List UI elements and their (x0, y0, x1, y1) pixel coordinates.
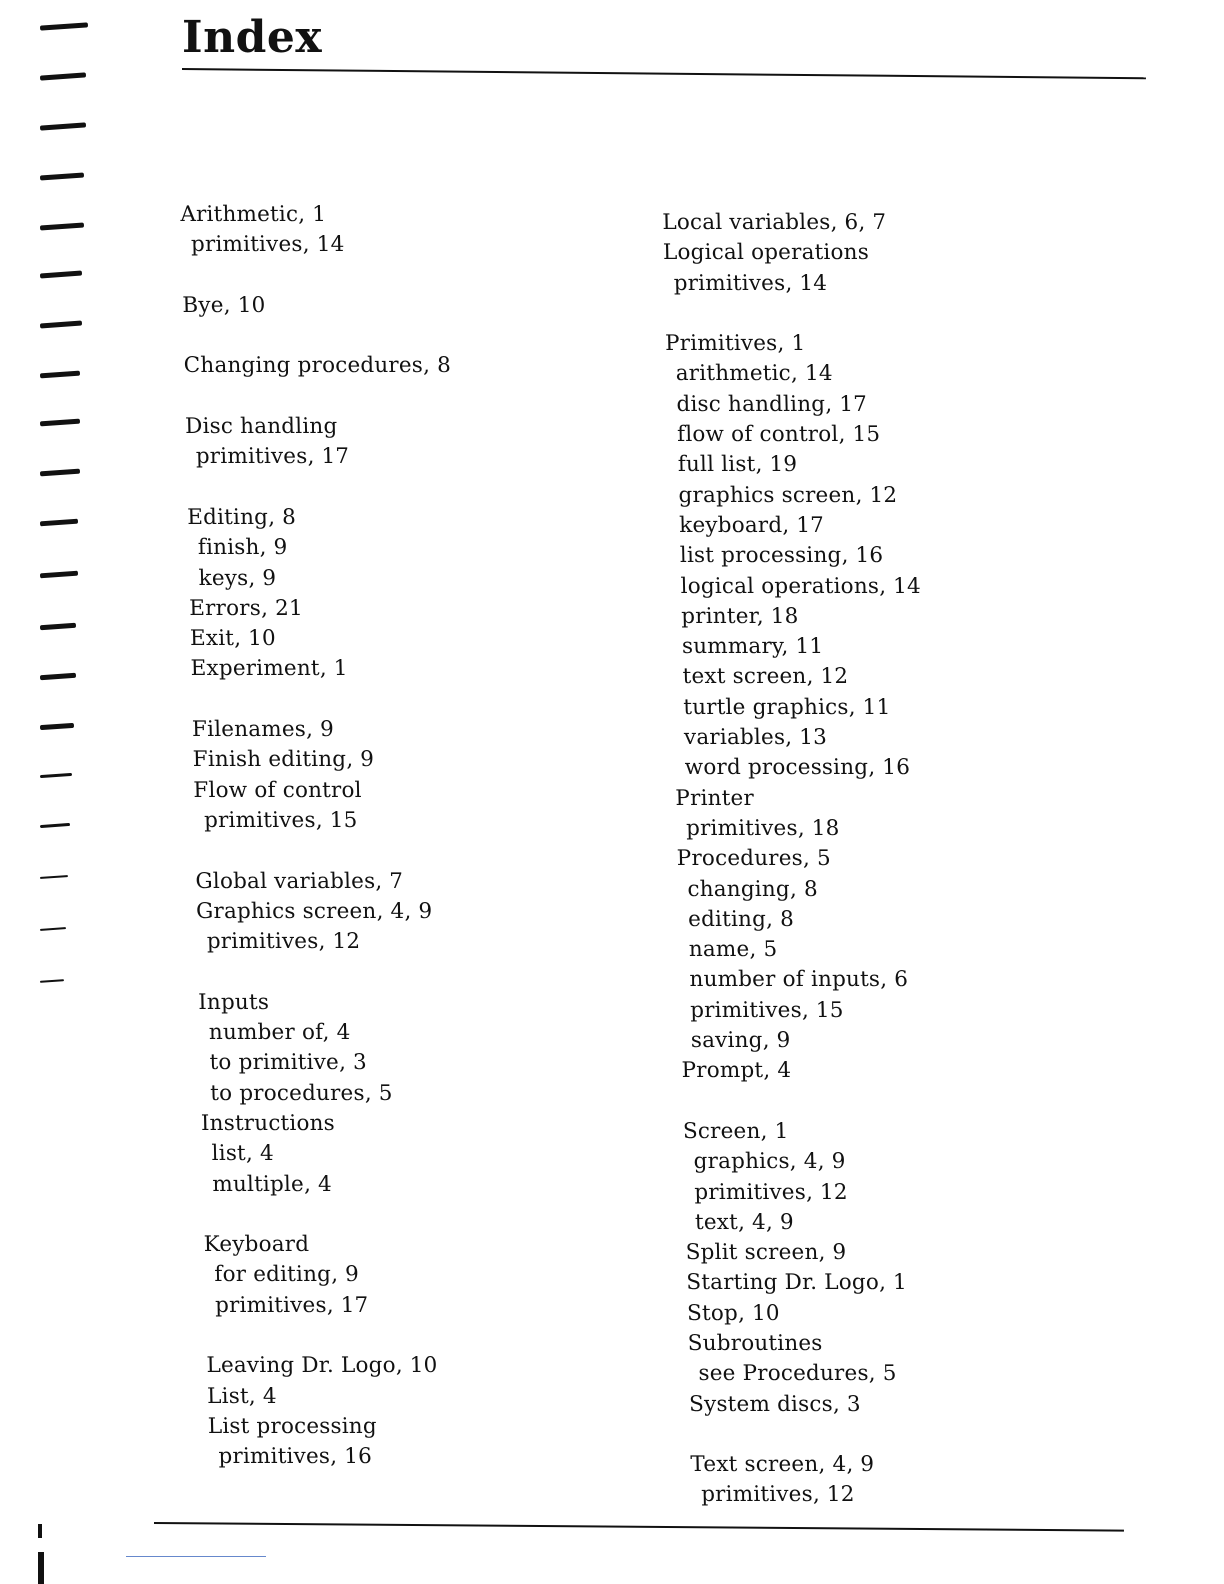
index-subentry: to procedures, 5 (209, 1080, 393, 1106)
index-entry: Editing, 8 (186, 504, 297, 530)
binding-mark (40, 222, 84, 230)
binding-mark (40, 623, 76, 630)
entry-gap (690, 1420, 941, 1450)
binding-mark (40, 22, 88, 30)
index-subentry: list, 4 (211, 1141, 275, 1167)
binding-mark (40, 673, 76, 680)
binding-mark (40, 927, 66, 931)
binding-mark (40, 823, 70, 828)
index-subentry: primitives, 15 (689, 997, 844, 1023)
binding-mark (40, 469, 80, 477)
index-entry: Starting Dr. Logo, 1 (686, 1270, 908, 1296)
index-entry: Changing procedures, 8 (183, 353, 452, 379)
binding-mark (40, 419, 80, 427)
binding-mark (40, 371, 80, 379)
index-subentry: number of inputs, 6 (689, 967, 909, 993)
index-column-right (662, 208, 942, 1511)
index-entry: Local variables, 6, 7 (662, 210, 887, 235)
page-title: Index (182, 12, 323, 63)
binding-mark (40, 875, 68, 879)
entry-gap (191, 685, 459, 715)
entry-gap (194, 836, 462, 866)
index-subentry: keys, 9 (198, 565, 277, 591)
footer-rule (154, 1522, 1124, 1532)
binding-mark (40, 519, 78, 527)
index-entry: Flow of control (193, 777, 362, 803)
index-entry: Procedures, 5 (676, 846, 832, 872)
index-entry: List, 4 (206, 1383, 278, 1409)
index-subentry: to primitive, 3 (209, 1050, 368, 1076)
index-subentry: full list, 19 (677, 452, 798, 478)
index-entry: Stop, 10 (686, 1300, 781, 1326)
entry-gap (186, 473, 454, 503)
index-subentry: arithmetic, 14 (675, 361, 834, 387)
index-subentry: primitives, 18 (685, 815, 840, 841)
entry-gap (184, 382, 452, 412)
entry-gap (203, 1200, 471, 1230)
index-entry: Screen, 1 (682, 1118, 789, 1144)
entry-gap (181, 261, 449, 291)
index-subentry: changing, 8 (687, 876, 819, 902)
binding-mark (40, 979, 64, 983)
binding-mark (40, 72, 86, 80)
spiral-binding-marks (36, 0, 96, 1584)
index-subentry: finish, 9 (197, 535, 288, 561)
index-subentry: primitives, 12 (700, 1482, 855, 1508)
index-subentry: graphics, 4, 9 (693, 1149, 846, 1175)
index-subentry: primitives, 16 (218, 1444, 373, 1470)
index-subentry: primitives, 17 (195, 444, 350, 470)
binding-mark (40, 271, 82, 279)
binding-mark (40, 723, 74, 730)
index-subentry: name, 5 (688, 937, 778, 963)
binding-mark (40, 172, 84, 180)
index-subentry: summary, 11 (681, 634, 824, 660)
index-entry: Global variables, 7 (195, 868, 404, 894)
index-subentry: disc handling, 17 (676, 391, 868, 417)
index-entry: Disc handling (184, 414, 338, 440)
index-subentry: primitives, 12 (694, 1179, 849, 1205)
index-entry: Split screen, 9 (685, 1240, 847, 1266)
index-subentry: text, 4, 9 (694, 1209, 795, 1235)
scan-artifact-mark (38, 1552, 44, 1584)
entry-gap (664, 299, 915, 329)
index-subentry: primitives, 12 (206, 929, 361, 955)
index-subentry: text screen, 12 (682, 664, 849, 690)
index-subentry: variables, 13 (683, 725, 828, 751)
index-entry: Logical operations (662, 240, 870, 266)
index-subentry: graphics screen, 12 (678, 482, 898, 508)
index-entry: Printer (675, 785, 755, 811)
index-entry: Keyboard (203, 1232, 310, 1258)
index-subentry: primitives, 14 (673, 270, 828, 296)
index-subentry: primitives, 17 (214, 1292, 369, 1318)
index-entry: Prompt, 4 (681, 1058, 792, 1084)
index-entry: Leaving Dr. Logo, 10 (206, 1353, 438, 1379)
index-entry: Instructions (200, 1110, 336, 1136)
index-subentry: multiple, 4 (212, 1171, 333, 1197)
index-subentry: list processing, 16 (679, 543, 884, 569)
index-subentry: primitives, 14 (190, 232, 345, 258)
index-entry: Arithmetic, 1 (180, 202, 327, 227)
index-subentry: number of, 4 (208, 1020, 351, 1046)
index-subentry: saving, 9 (690, 1028, 791, 1054)
entry-gap (205, 1321, 473, 1351)
index-entry: Bye, 10 (182, 292, 266, 318)
index-entry: System discs, 3 (688, 1391, 862, 1417)
index-subentry: word processing, 16 (684, 755, 911, 781)
index-entry: Subroutines (687, 1330, 823, 1356)
index-entry: Finish editing, 9 (192, 747, 375, 773)
index-entry: Exit, 10 (189, 626, 277, 652)
binding-mark (40, 571, 78, 579)
index-subentry: primitives, 15 (203, 807, 358, 833)
entry-gap (183, 321, 451, 351)
index-subentry: printer, 18 (680, 603, 799, 629)
index-subentry: for editing, 9 (214, 1262, 360, 1288)
index-entry: Experiment, 1 (190, 656, 348, 682)
title-rule (182, 68, 1146, 79)
scan-artifact-mark (38, 1524, 42, 1538)
index-entry: Errors, 21 (188, 595, 304, 621)
scan-artifact-line (126, 1556, 266, 1557)
index-subentry: flow of control, 15 (676, 422, 881, 448)
index-entry: Filenames, 9 (191, 717, 335, 743)
index-entry: Text screen, 4, 9 (690, 1452, 875, 1478)
binding-mark (40, 773, 72, 778)
index-entry: Primitives, 1 (664, 331, 806, 357)
index-entry: Graphics screen, 4, 9 (195, 898, 433, 924)
index-subentry: see Procedures, 5 (698, 1361, 897, 1387)
binding-mark (40, 122, 86, 130)
entry-gap (197, 957, 465, 987)
index-subentry: logical operations, 14 (680, 573, 922, 599)
index-subentry: editing, 8 (687, 906, 795, 932)
index-subentry: keyboard, 17 (678, 512, 825, 538)
binding-mark (40, 321, 82, 329)
entry-gap (682, 1087, 933, 1117)
index-entry: Inputs (197, 989, 270, 1015)
index-entry: List processing (207, 1413, 378, 1439)
index-column-left (180, 200, 476, 1472)
index-subentry: turtle graphics, 11 (683, 694, 891, 720)
